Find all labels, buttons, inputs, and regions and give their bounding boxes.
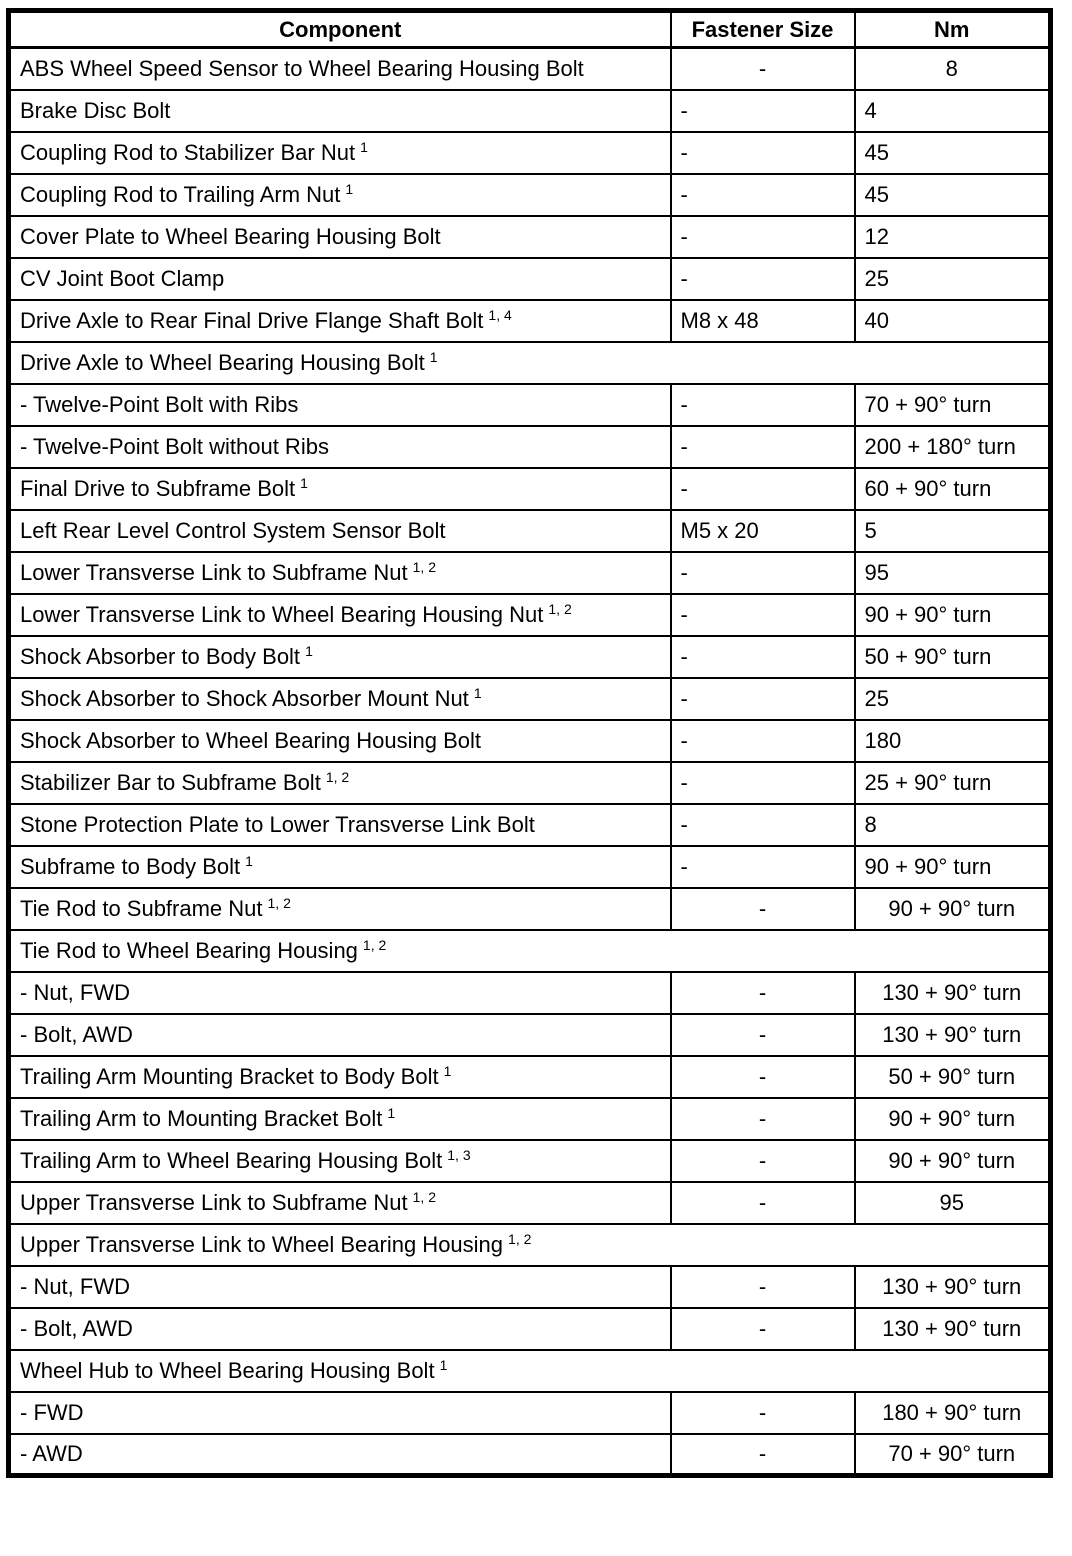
component-cell bbox=[9, 972, 671, 1014]
component-label: Drive Axle to Wheel Bearing Housing Bolt bbox=[20, 349, 425, 375]
torque-value-cell: 8 bbox=[855, 48, 1051, 90]
component-cell bbox=[9, 300, 671, 342]
component-label: Trailing Arm to Wheel Bearing Housing Bolt bbox=[20, 1147, 443, 1173]
table-row bbox=[9, 888, 1051, 930]
torque-value-cell: 5 bbox=[855, 510, 1051, 552]
column-header-fastener-size: Fastener Size bbox=[671, 11, 855, 48]
table-row bbox=[9, 678, 1051, 720]
component-cell bbox=[9, 258, 671, 300]
footnote-marker: 1 bbox=[300, 475, 308, 492]
table-row bbox=[9, 216, 1051, 258]
component-cell bbox=[9, 1434, 671, 1476]
torque-value-cell: 70 + 90° turn bbox=[855, 1434, 1051, 1476]
torque-value-cell: 130 + 90° turn bbox=[855, 972, 1051, 1014]
component-cell bbox=[9, 1140, 671, 1182]
torque-value-cell: 130 + 90° turn bbox=[855, 1308, 1051, 1350]
table-row bbox=[9, 846, 1051, 888]
component-cell bbox=[9, 1014, 671, 1056]
footnote-marker: 1 bbox=[473, 685, 482, 702]
component-cell bbox=[9, 48, 671, 90]
component-cell bbox=[9, 846, 671, 888]
table-row bbox=[9, 384, 1051, 426]
footnote-marker: 1 bbox=[305, 643, 313, 660]
component-cell bbox=[9, 720, 671, 762]
component-cell bbox=[9, 468, 671, 510]
component-cell bbox=[9, 636, 671, 678]
component-cell bbox=[9, 678, 671, 720]
torque-value-cell: 90 + 90° turn bbox=[855, 1098, 1051, 1140]
component-label: Cover Plate to Wheel Bearing Housing Bolt bbox=[20, 223, 441, 249]
fastener-size-cell: - bbox=[671, 216, 855, 258]
section-row bbox=[9, 1224, 1051, 1266]
component-label: Trailing Arm Mounting Bracket to Body Bolt bbox=[20, 1063, 439, 1089]
column-header-nm: Nm bbox=[855, 11, 1051, 48]
component-label: Wheel Hub to Wheel Bearing Housing Bolt bbox=[20, 1357, 435, 1383]
section-header-cell bbox=[9, 1224, 1051, 1266]
torque-value-cell: 90 + 90° turn bbox=[855, 846, 1051, 888]
component-cell bbox=[9, 174, 671, 216]
fastener-size-cell: - bbox=[671, 174, 855, 216]
component-label: Brake Disc Bolt bbox=[20, 97, 171, 123]
component-label: Shock Absorber to Wheel Bearing Housing Bolt bbox=[20, 727, 482, 753]
component-label: Left Rear Level Control System Sensor Bolt bbox=[20, 517, 446, 543]
torque-value-cell: 90 + 90° turn bbox=[855, 1140, 1051, 1182]
component-cell bbox=[9, 594, 671, 636]
table-row bbox=[9, 90, 1051, 132]
fastener-size-cell: - bbox=[671, 1434, 855, 1476]
component-cell bbox=[9, 1098, 671, 1140]
table-row bbox=[9, 1014, 1051, 1056]
fastener-size-cell: - bbox=[671, 972, 855, 1014]
torque-value-cell: 95 bbox=[855, 1182, 1051, 1224]
table-row bbox=[9, 720, 1051, 762]
torque-value-cell: 200 + 180° turn bbox=[855, 426, 1051, 468]
torque-value-cell: 50 + 90° turn bbox=[855, 1056, 1051, 1098]
table-row bbox=[9, 804, 1051, 846]
fastener-size-cell: - bbox=[671, 846, 855, 888]
footnote-marker: 1, 2 bbox=[362, 937, 387, 954]
component-label: - AWD bbox=[20, 1440, 83, 1466]
table-row bbox=[9, 1140, 1051, 1182]
fastener-size-cell: - bbox=[671, 1140, 855, 1182]
component-label: Coupling Rod to Trailing Arm Nut bbox=[20, 181, 341, 207]
component-label: - Nut, FWD bbox=[20, 1273, 130, 1299]
table-row bbox=[9, 1266, 1051, 1308]
torque-value-cell: 95 bbox=[855, 552, 1051, 594]
component-label: Drive Axle to Rear Final Drive Flange Shaft Bolt bbox=[20, 307, 484, 333]
fastener-size-cell: - bbox=[671, 804, 855, 846]
component-label: Tie Rod to Subframe Nut bbox=[20, 895, 263, 921]
component-label: - Bolt, AWD bbox=[20, 1315, 133, 1341]
footnote-marker: 1 bbox=[439, 1357, 448, 1374]
column-header-component: Component bbox=[9, 11, 671, 48]
footnote-marker: 1, 4 bbox=[488, 307, 512, 324]
table-row bbox=[9, 552, 1051, 594]
footnote-marker: 1, 2 bbox=[412, 559, 436, 576]
torque-value-cell: 90 + 90° turn bbox=[855, 888, 1051, 930]
table-row bbox=[9, 1308, 1051, 1350]
table-row bbox=[9, 510, 1051, 552]
fastener-size-cell: - bbox=[671, 552, 855, 594]
fastener-size-cell: M5 x 20 bbox=[671, 510, 855, 552]
fastener-size-cell: - bbox=[671, 1182, 855, 1224]
torque-value-cell: 70 + 90° turn bbox=[855, 384, 1051, 426]
fastener-size-cell: - bbox=[671, 1308, 855, 1350]
component-label: - Bolt, AWD bbox=[20, 1021, 133, 1047]
component-label: Upper Transverse Link to Wheel Bearing Housing bbox=[20, 1231, 504, 1257]
section-header-cell bbox=[9, 342, 1051, 384]
footnote-marker: 1, 2 bbox=[325, 769, 350, 786]
section-row bbox=[9, 342, 1051, 384]
footnote-marker: 1, 2 bbox=[548, 601, 572, 618]
component-cell bbox=[9, 552, 671, 594]
component-label: Coupling Rod to Stabilizer Bar Nut bbox=[20, 139, 356, 165]
fastener-size-cell: - bbox=[671, 468, 855, 510]
component-cell bbox=[9, 1182, 671, 1224]
fastener-size-cell: - bbox=[671, 1056, 855, 1098]
component-cell bbox=[9, 1056, 671, 1098]
fastener-size-cell: - bbox=[671, 1266, 855, 1308]
table-row bbox=[9, 426, 1051, 468]
torque-value-cell: 40 bbox=[855, 300, 1051, 342]
component-label: - FWD bbox=[20, 1399, 84, 1425]
component-label: Lower Transverse Link to Wheel Bearing Housing Nut bbox=[20, 601, 544, 627]
component-cell bbox=[9, 762, 671, 804]
fastener-size-cell: - bbox=[671, 720, 855, 762]
torque-value-cell: 130 + 90° turn bbox=[855, 1266, 1051, 1308]
table-row bbox=[9, 468, 1051, 510]
component-cell bbox=[9, 804, 671, 846]
header-row bbox=[9, 11, 1051, 48]
component-cell bbox=[9, 1308, 671, 1350]
component-label: CV Joint Boot Clamp bbox=[20, 265, 225, 291]
torque-value-cell: 12 bbox=[855, 216, 1051, 258]
component-label: Upper Transverse Link to Subframe Nut bbox=[20, 1189, 408, 1215]
footnote-marker: 1, 2 bbox=[508, 1231, 532, 1248]
footnote-marker: 1, 2 bbox=[267, 895, 291, 912]
component-label: Subframe to Body Bolt bbox=[20, 853, 241, 879]
component-label: - Twelve-Point Bolt without Ribs bbox=[20, 433, 329, 459]
fastener-size-cell: M8 x 48 bbox=[671, 300, 855, 342]
torque-value-cell: 180 bbox=[855, 720, 1051, 762]
component-label: - Nut, FWD bbox=[20, 979, 130, 1005]
component-cell bbox=[9, 90, 671, 132]
table-row bbox=[9, 258, 1051, 300]
torque-value-cell: 45 bbox=[855, 174, 1051, 216]
fastener-size-cell: - bbox=[671, 384, 855, 426]
table-row bbox=[9, 1056, 1051, 1098]
footnote-marker: 1, 3 bbox=[447, 1147, 471, 1164]
fastener-size-cell: - bbox=[671, 762, 855, 804]
section-header-cell bbox=[9, 1350, 1051, 1392]
component-label: ABS Wheel Speed Sensor to Wheel Bearing Housing Bolt bbox=[20, 55, 584, 81]
table-row bbox=[9, 1434, 1051, 1476]
component-label: Shock Absorber to Body Bolt bbox=[20, 643, 301, 669]
torque-value-cell: 130 + 90° turn bbox=[855, 1014, 1051, 1056]
footnote-marker: 1 bbox=[345, 181, 354, 198]
component-label: Lower Transverse Link to Subframe Nut bbox=[20, 559, 408, 585]
fastener-size-cell: - bbox=[671, 1098, 855, 1140]
footnote-marker: 1 bbox=[387, 1105, 396, 1122]
component-label: Tie Rod to Wheel Bearing Housing bbox=[20, 937, 358, 963]
component-cell bbox=[9, 1392, 671, 1434]
component-cell bbox=[9, 510, 671, 552]
component-cell bbox=[9, 1266, 671, 1308]
component-label: Stabilizer Bar to Subframe Bolt bbox=[20, 769, 321, 795]
footnote-marker: 1 bbox=[443, 1063, 452, 1080]
torque-value-cell: 180 + 90° turn bbox=[855, 1392, 1051, 1434]
component-cell bbox=[9, 384, 671, 426]
fastener-size-cell: - bbox=[671, 1392, 855, 1434]
torque-value-cell: 25 + 90° turn bbox=[855, 762, 1051, 804]
table-row bbox=[9, 132, 1051, 174]
fastener-size-cell: - bbox=[671, 1014, 855, 1056]
fastener-size-cell: - bbox=[671, 426, 855, 468]
table-row bbox=[9, 1098, 1051, 1140]
footnote-marker: 1 bbox=[360, 139, 368, 156]
section-header-cell bbox=[9, 930, 1051, 972]
table-row bbox=[9, 1182, 1051, 1224]
torque-specifications-table bbox=[6, 8, 1053, 1478]
torque-value-cell: 4 bbox=[855, 90, 1051, 132]
component-label: Trailing Arm to Mounting Bracket Bolt bbox=[20, 1105, 383, 1131]
component-cell bbox=[9, 888, 671, 930]
footnote-marker: 1 bbox=[245, 853, 253, 870]
footnote-marker: 1, 2 bbox=[412, 1189, 436, 1206]
footnote-marker: 1 bbox=[429, 349, 438, 366]
fastener-size-cell: - bbox=[671, 132, 855, 174]
table-row bbox=[9, 762, 1051, 804]
torque-value-cell: 60 + 90° turn bbox=[855, 468, 1051, 510]
component-label: - Twelve-Point Bolt with Ribs bbox=[20, 391, 299, 417]
table-row bbox=[9, 48, 1051, 90]
fastener-size-cell: - bbox=[671, 90, 855, 132]
component-cell bbox=[9, 426, 671, 468]
torque-value-cell: 90 + 90° turn bbox=[855, 594, 1051, 636]
torque-value-cell: 50 + 90° turn bbox=[855, 636, 1051, 678]
table-row bbox=[9, 174, 1051, 216]
fastener-size-cell: - bbox=[671, 678, 855, 720]
component-cell bbox=[9, 132, 671, 174]
table-row bbox=[9, 594, 1051, 636]
torque-value-cell: 45 bbox=[855, 132, 1051, 174]
table-row bbox=[9, 300, 1051, 342]
component-label: Final Drive to Subframe Bolt bbox=[20, 475, 296, 501]
fastener-size-cell: - bbox=[671, 636, 855, 678]
table-row bbox=[9, 972, 1051, 1014]
component-label: Shock Absorber to Shock Absorber Mount Nut bbox=[20, 685, 469, 711]
fastener-size-cell: - bbox=[671, 258, 855, 300]
table-row bbox=[9, 636, 1051, 678]
torque-value-cell: 25 bbox=[855, 258, 1051, 300]
fastener-size-cell: - bbox=[671, 594, 855, 636]
component-cell bbox=[9, 216, 671, 258]
section-row bbox=[9, 930, 1051, 972]
fastener-size-cell: - bbox=[671, 48, 855, 90]
torque-value-cell: 8 bbox=[855, 804, 1051, 846]
table-row bbox=[9, 1392, 1051, 1434]
section-row bbox=[9, 1350, 1051, 1392]
component-label: Stone Protection Plate to Lower Transverse Link Bolt bbox=[20, 811, 535, 837]
torque-value-cell: 25 bbox=[855, 678, 1051, 720]
fastener-size-cell: - bbox=[671, 888, 855, 930]
